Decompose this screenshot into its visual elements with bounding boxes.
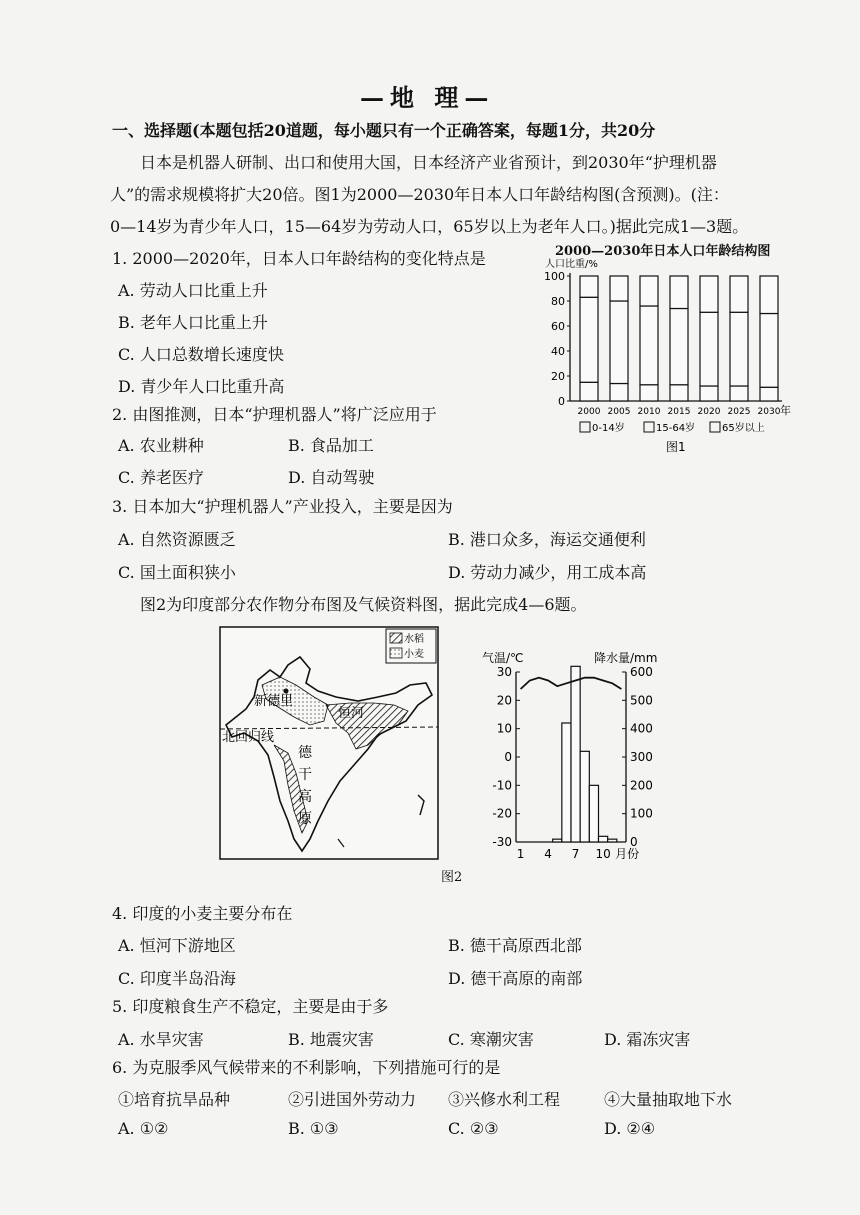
- month-axis-label: 月份: [615, 847, 640, 860]
- fig1-ytick-label: 80: [551, 295, 565, 308]
- fig1-bar-2030-s0: [760, 387, 778, 401]
- fig1-bar-2010-s1: [640, 306, 658, 385]
- month-tick-label: 1: [516, 847, 525, 860]
- legend-rice: 水稻: [404, 634, 424, 645]
- q6-option-a[interactable]: A. ①②: [118, 1119, 169, 1138]
- legend-65plus: 65岁以上: [722, 423, 765, 434]
- legend-0-14: 0-14岁: [592, 423, 625, 434]
- climate-chart: [476, 632, 692, 860]
- month-tick-label: 4: [544, 847, 552, 860]
- fig1-bar-2005-s2: [610, 276, 628, 301]
- precip-tick-label: 400: [630, 721, 653, 736]
- q3-stem: 3. 日本加大“护理机器人”产业投入，主要是因为: [112, 497, 453, 516]
- q2-option-b[interactable]: B. 食品加工: [288, 436, 374, 455]
- q2-option-c[interactable]: C. 养老医疗: [118, 468, 204, 487]
- q5-option-a[interactable]: A. 水旱灾害: [118, 1030, 204, 1049]
- fig1-xtick-label: 2015: [667, 407, 691, 417]
- fig2-caption: 图2: [441, 870, 463, 885]
- q6-item-1: ①培育抗旱品种: [118, 1090, 231, 1109]
- q1-option-d[interactable]: D. 青少年人口比重升高: [118, 377, 285, 396]
- legend-rice-swatch: [390, 633, 402, 643]
- fig1-bar-2010-s2: [640, 276, 658, 306]
- fig1-ytick-label: 60: [551, 320, 565, 333]
- label-deccan-1: 德: [298, 745, 312, 761]
- q4-stem: 4. 印度的小麦主要分布在: [112, 904, 293, 923]
- legend-wheat: 小麦: [404, 649, 424, 660]
- fig1-ytick-label: 20: [551, 370, 565, 383]
- label-delhi: 新德里: [254, 694, 294, 709]
- fig1-ytick-label: 40: [551, 345, 565, 358]
- precip-bar-m8: [580, 751, 589, 842]
- fig1-bar-2025-s2: [730, 276, 748, 312]
- section-heading: 一、选择题(本题包括20道题，每小题只有一个正确答案，每题1分，共20分: [112, 121, 656, 140]
- fig1-bar-2000-s2: [580, 276, 598, 297]
- precip-tick-label: 100: [630, 806, 653, 821]
- q5-stem: 5. 印度粮食生产不稳定，主要是由于多: [112, 997, 389, 1016]
- legend-swatch-0-14: [580, 422, 590, 432]
- fig1-bar-2000-s0: [580, 382, 598, 401]
- fig1-bar-2030-s2: [760, 276, 778, 314]
- precip-tick-label: 500: [630, 693, 653, 708]
- q1-stem: 1. 2000—2020年，日本人口年龄结构的变化特点是: [112, 249, 486, 268]
- precip-bar-m10: [599, 836, 608, 842]
- fig1-caption: 图1: [666, 440, 686, 454]
- label-deccan-4: 原: [298, 811, 312, 827]
- fig1-xtick-label: 2030: [757, 407, 781, 417]
- q3-option-c[interactable]: C. 国土面积狭小: [118, 563, 236, 582]
- q4-option-d[interactable]: D. 德干高原的南部: [448, 969, 583, 988]
- q6-item-3: ③兴修水利工程: [448, 1090, 561, 1109]
- fig1-bar-2020-s1: [700, 312, 718, 386]
- q5-option-d[interactable]: D. 霜冻灾害: [604, 1030, 691, 1049]
- precip-bar-m9: [589, 785, 598, 842]
- legend-swatch-65plus: [710, 422, 720, 432]
- q2-option-a[interactable]: A. 农业耕种: [118, 436, 204, 455]
- page-title: —地 理—: [360, 83, 495, 112]
- fig1-bar-2015-s1: [670, 309, 688, 385]
- fig1-bar-2010-s0: [640, 385, 658, 401]
- fig1-bar-2005-s0: [610, 384, 628, 402]
- fig1-x-unit: 年: [780, 404, 791, 417]
- fig1-xtick-label: 2020: [697, 407, 721, 417]
- q3-option-b[interactable]: B. 港口众多，海运交通便利: [448, 530, 646, 549]
- legend-15-64: 15-64岁: [656, 423, 696, 434]
- temp-tick-label: 0: [504, 750, 512, 764]
- temp-tick-label: -20: [492, 806, 512, 821]
- fig1-bar-2015-s2: [670, 276, 688, 309]
- precip-bar-m11: [608, 839, 617, 842]
- intro1-line1: 日本是机器人研制、出口和使用大国，日本经济产业省预计，到2030年“护理机器: [140, 153, 717, 172]
- delhi-marker: [284, 689, 289, 694]
- fig1-ylabel: 人口比重/%: [545, 259, 598, 270]
- q3-option-d[interactable]: D. 劳动力减少，用工成本高: [448, 563, 647, 582]
- fig1-bar-2000-s1: [580, 297, 598, 382]
- q2-option-d[interactable]: D. 自动驾驶: [288, 468, 375, 487]
- temp-tick-label: 20: [496, 693, 512, 708]
- fig1-bar-2025-s0: [730, 386, 748, 401]
- label-ganges: 恒河: [338, 706, 365, 721]
- fig1-ytick-label: 0: [558, 395, 565, 408]
- temp-tick-label: 30: [496, 665, 512, 679]
- legend-wheat-swatch: [390, 648, 402, 658]
- q2-stem: 2. 由图推测，日本“护理机器人”将广泛应用于: [112, 405, 437, 424]
- month-tick-label: 7: [571, 847, 580, 860]
- intro1-line3: 0—14岁为青少年人口，15—64岁为劳动人口，65岁以上为老年人口。)据此完成1—3题。: [110, 217, 749, 236]
- fig1-chart: [540, 256, 800, 456]
- q1-option-a[interactable]: A. 劳动人口比重上升: [118, 281, 268, 300]
- precip-tick-label: 600: [630, 665, 653, 679]
- fig1-bar-2030-s1: [760, 314, 778, 388]
- fig1-xtick-label: 2010: [637, 407, 661, 417]
- q1-option-b[interactable]: B. 老年人口比重上升: [118, 313, 268, 332]
- q1-option-c[interactable]: C. 人口总数增长速度快: [118, 345, 284, 364]
- intro1-line2: 人”的需求规模将扩大20倍。图1为2000—2030年日本人口年龄结构图(含预测)。(注：: [110, 185, 729, 204]
- fig1-bar-2015-s0: [670, 385, 688, 401]
- india-map: [218, 625, 440, 861]
- q6-item-4: ④大量抽取地下水: [604, 1090, 733, 1109]
- label-tropic: 北回归线: [222, 730, 275, 745]
- q6-option-d[interactable]: D. ②④: [604, 1119, 656, 1138]
- intro2: 图2为印度部分农作物分布图及气候资料图，据此完成4—6题。: [140, 595, 587, 614]
- temp-tick-label: -10: [492, 778, 512, 793]
- precip-tick-label: 300: [630, 750, 653, 764]
- temp-tick-label: 10: [496, 721, 512, 736]
- temp-tick-label: -30: [492, 835, 512, 849]
- q6-option-c[interactable]: C. ②③: [448, 1119, 499, 1138]
- q5-option-c[interactable]: C. 寒潮灾害: [448, 1030, 534, 1049]
- q6-stem: 6. 为克服季风气候带来的不利影响，下列措施可行的是: [112, 1058, 501, 1077]
- fig1-xtick-label: 2025: [727, 407, 751, 417]
- legend-swatch-15-64: [644, 422, 654, 432]
- q4-option-b[interactable]: B. 德干高原西北部: [448, 936, 582, 955]
- month-tick-label: 10: [595, 847, 611, 860]
- label-deccan-3: 高: [298, 789, 312, 805]
- q6-option-b[interactable]: B. ①③: [288, 1119, 339, 1138]
- fig1-ytick-label: 100: [544, 270, 565, 283]
- fig1-bar-2005-s1: [610, 301, 628, 384]
- precip-tick-label: 0: [630, 835, 638, 849]
- q4-option-c[interactable]: C. 印度半岛沿海: [118, 969, 236, 988]
- q3-option-a[interactable]: A. 自然资源匮乏: [118, 530, 236, 549]
- precip-axis-label: 降水量/mm: [594, 651, 658, 665]
- fig1-title: 2000—2030年日本人口年龄结构图: [555, 244, 771, 259]
- fig1-xtick-label: 2005: [607, 407, 631, 417]
- q5-option-b[interactable]: B. 地震灾害: [288, 1030, 374, 1049]
- q4-option-a[interactable]: A. 恒河下游地区: [118, 936, 236, 955]
- fig1-bar-2025-s1: [730, 312, 748, 386]
- label-deccan-2: 干: [298, 767, 312, 783]
- fig1-bar-2020-s2: [700, 276, 718, 312]
- precip-bar-m7: [571, 666, 580, 842]
- precip-bar-m5: [553, 839, 562, 842]
- precip-tick-label: 200: [630, 778, 653, 793]
- temp-axis-label: 气温/℃: [482, 651, 524, 665]
- q6-item-2: ②引进国外劳动力: [288, 1090, 417, 1109]
- fig1-bar-2020-s0: [700, 386, 718, 401]
- precip-bar-m6: [562, 723, 571, 842]
- fig1-xtick-label: 2000: [577, 407, 601, 417]
